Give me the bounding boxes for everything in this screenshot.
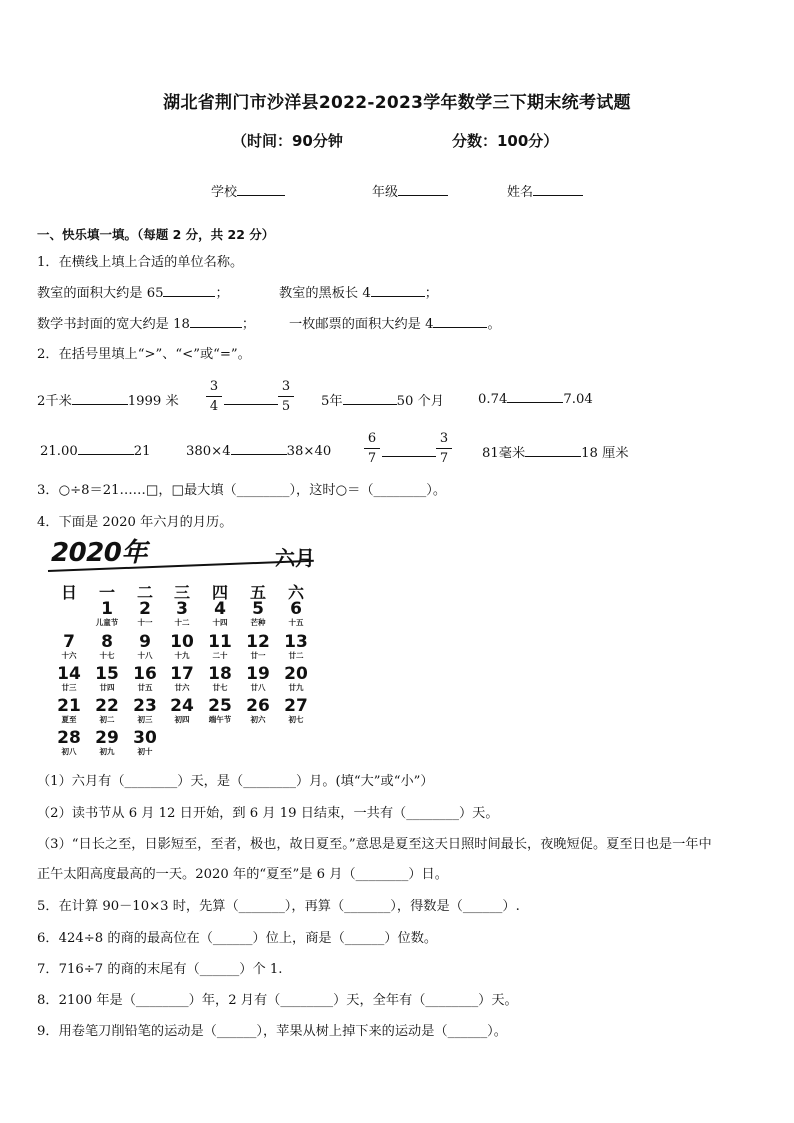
q4-sub3-line2: 正午太阳高度最高的一天。2020 年的“夏至”是 6 月（________）日。: [37, 867, 448, 882]
name-label: 姓名: [507, 185, 534, 200]
q2-blank[interactable]: [224, 404, 278, 405]
fraction-3-5: 3 5: [278, 378, 294, 415]
name-field[interactable]: [507, 181, 583, 200]
q2-r1-item1: 2千米 1999 米: [37, 394, 179, 409]
calendar-day: 1 儿童节: [95, 599, 119, 627]
calendar-day: 2 十一: [137, 599, 153, 627]
calendar-day: 3 十二: [174, 599, 190, 627]
calendar-day: 25 端午节: [208, 696, 232, 724]
calendar-weekday: 二: [136, 583, 153, 602]
q2-stem: 2．在括号里填上“>”、“<”或“=”。: [37, 347, 251, 362]
q1-b-blank[interactable]: [371, 284, 425, 297]
calendar-day: 30 初十: [133, 728, 157, 756]
calendar-day: 16 廿五: [133, 664, 157, 692]
q6: 6．424÷8 的商的最高位在（______）位上，商是（______）位数。: [37, 931, 438, 946]
calendar-weekday: 日: [60, 583, 77, 602]
q1-c: 数学书封面的宽大约是 18 ；: [37, 317, 256, 332]
calendar-image: [43, 532, 327, 766]
q2-r1-item3: 5年 50 个月: [321, 394, 444, 409]
calendar-weekday: 六: [287, 583, 304, 602]
calendar-day: 12 廿一: [246, 632, 270, 660]
q1-stem: 1．在横线上填上合适的单位名称。: [37, 255, 244, 270]
calendar-day: 28 初八: [57, 728, 81, 756]
calendar-day: 8 十七: [99, 632, 115, 660]
calendar-day: 13 廿二: [284, 632, 308, 660]
q2-r2-item2: 380×4 38×40: [186, 444, 332, 459]
calendar-day: 14 廿三: [57, 664, 81, 692]
q2-r1-item4: 0.74 7.04: [478, 392, 593, 407]
calendar-weekday: 三: [173, 583, 190, 602]
calendar-day: 22 初二: [95, 696, 119, 724]
calendar-day: 20 廿九: [284, 664, 308, 692]
q2-blank[interactable]: [72, 392, 128, 405]
school-label: 学校: [211, 185, 238, 200]
grade-field[interactable]: [372, 181, 448, 200]
q4-sub1: （1）六月有（________）天，是（________）月。(填“大”或“小”）: [37, 774, 434, 789]
calendar-weekday: 四: [211, 583, 228, 602]
calendar-month: 六月: [275, 546, 315, 570]
q1-a-blank[interactable]: [163, 284, 215, 297]
q4-sub3-line1: （3）“日长之至，日影短至，至者，极也，故日夏至。”意思是夏至这天日照时间最长，夜晚短促。夏至日也是一年中: [37, 837, 712, 852]
calendar-day: 4 十四: [212, 599, 228, 627]
calendar-day: 5 芒种: [250, 599, 266, 627]
calendar-day: 17 廿六: [170, 664, 194, 692]
q1-d-blank[interactable]: [433, 315, 487, 328]
calendar-day: 6 十五: [288, 599, 304, 627]
q2-blank[interactable]: [382, 456, 436, 457]
q1-d: 一枚邮票的面积大约是 4 。: [289, 317, 501, 332]
q1-c-blank[interactable]: [190, 315, 242, 328]
calendar-day: 23 初三: [133, 696, 157, 724]
q5: 5．在计算 90－10×3 时，先算（_______），再算（_______），得数是（______）.: [37, 899, 520, 914]
fraction-3-7: 3 7: [436, 430, 452, 467]
q3: 3．○÷8＝21……□，□最大填（________），这时○＝（________）。: [37, 483, 447, 498]
q2-r2-item4: 81毫米 18 厘米: [482, 446, 629, 461]
q9: 9．用卷笔刀削铅笔的运动是（______），苹果从树上掉下来的运动是（______）。: [37, 1024, 507, 1039]
q2-blank[interactable]: [78, 442, 134, 455]
calendar-day: 19 廿八: [246, 664, 270, 692]
page-title: 湖北省荆门市沙洋县2022-2023学年数学三下期末统考试题: [163, 93, 631, 113]
calendar-day: 10 十九: [170, 632, 194, 660]
calendar-day: 21 夏至: [57, 696, 81, 724]
fraction-6-7: 6 7: [364, 430, 380, 467]
q4-stem: 4．下面是 2020 年六月的月历。: [37, 515, 233, 530]
q4-sub2: （2）读书节从 6 月 12 日开始，到 6 月 19 日结束，一共有（________）天。: [37, 806, 499, 821]
q1-b: 教室的黑板长 4 ；: [279, 286, 438, 301]
q1-a: 教室的面积大约是 65 ；: [37, 286, 229, 301]
q2-blank[interactable]: [525, 444, 581, 457]
q7: 7．716÷7 的商的末尾有（______）个 1.: [37, 962, 283, 977]
exam-time: （时间：90分钟: [232, 132, 343, 150]
grade-label: 年级: [372, 185, 399, 200]
calendar-day: 7 十六: [61, 632, 77, 660]
calendar-day: 18 廿七: [208, 664, 232, 692]
calendar-day: 27 初七: [284, 696, 308, 724]
calendar-day: 15 廿四: [95, 664, 119, 692]
calendar-year: 2020年: [51, 538, 147, 568]
calendar-weekday: 一: [98, 583, 115, 602]
fraction-3-4: 3 4: [206, 378, 222, 415]
section-heading: 一、快乐填一填。（每题 2 分，共 22 分）: [37, 227, 275, 242]
exam-score: 分数：100分）: [452, 132, 559, 150]
calendar-day: 29 初九: [95, 728, 119, 756]
school-field[interactable]: [211, 181, 285, 200]
calendar-day: 11 二十: [208, 632, 232, 660]
calendar-day: 26 初六: [246, 696, 270, 724]
q8: 8．2100 年是（________）年，2 月有（________）天，全年有（________）天。: [37, 993, 518, 1008]
calendar-day: 24 初四: [170, 696, 194, 724]
q2-blank[interactable]: [507, 390, 563, 403]
q2-blank[interactable]: [231, 442, 287, 455]
q2-r2-item1: 21.00 21: [40, 444, 151, 459]
q2-blank[interactable]: [343, 392, 397, 405]
calendar-weekday: 五: [249, 583, 266, 602]
calendar-day: 9 十八: [137, 632, 153, 660]
